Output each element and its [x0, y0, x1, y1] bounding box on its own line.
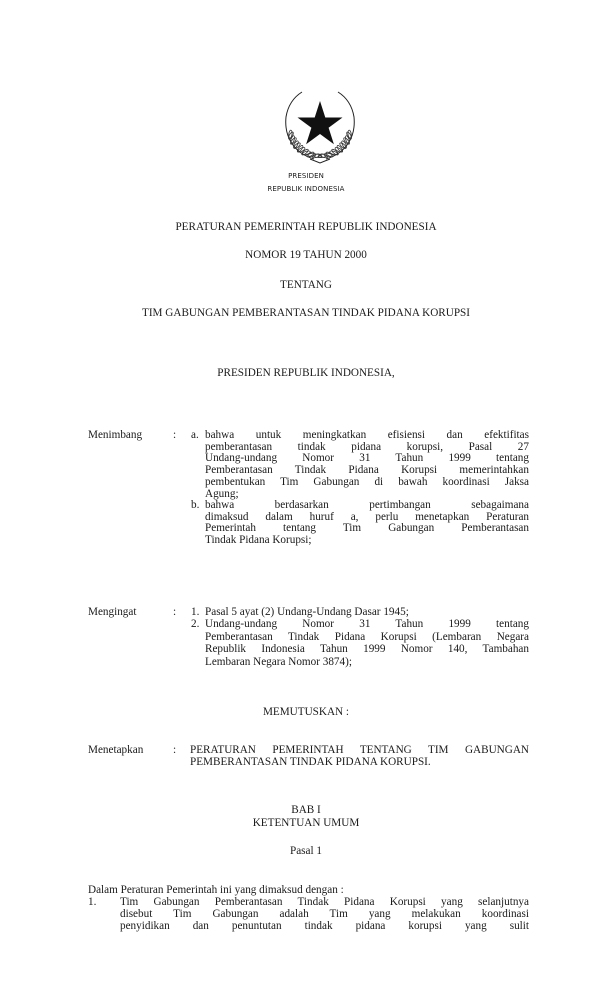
text-line: pembentukan Tim Gabungan di bawah koordinasi Jaksa	[205, 475, 529, 488]
pasal-heading: Pasal 1	[289, 845, 322, 857]
menimbang-colon: :	[173, 429, 177, 441]
menimbang-label: Menimbang	[88, 429, 143, 441]
menetapkan-label: Menetapkan	[88, 744, 144, 756]
title-line4: TIM GABUNGAN PEMBERANTASAN TINDAK PIDANA KORUPSI	[141, 307, 470, 319]
text-line: disebut Tim Gabungan adalah Tim yang melakukan koordinasi	[120, 908, 529, 920]
text-line: PEMBERANTASAN TINDAK PIDANA KORUPSI.	[190, 756, 431, 768]
text-line: penyidikan dan penuntutan tindak pidana korupsi yang sulit	[120, 920, 529, 932]
text-line: bahwa untuk meningkatkan efisiensi dan efektifitas	[205, 429, 529, 441]
menimbang-b-marker: b.	[191, 499, 200, 511]
opening: PRESIDEN REPUBLIK INDONESIA,	[217, 367, 395, 379]
text-line: Pemberantasan Tindak Pidana Korupsi (Lembaran Negara	[205, 630, 529, 643]
bab-number: BAB I	[291, 804, 321, 816]
text-line: dimaksud dalam huruf a, perlu menetapkan Peraturan	[205, 510, 529, 523]
text-line: Agung;	[205, 487, 239, 500]
item1-marker: 1.	[88, 896, 97, 908]
title-line1: PERATURAN PEMERINTAH REPUBLIK INDONESIA	[175, 221, 437, 233]
text-line: Tim Gabungan Pemberantasan Tindak Pidana Korupsi yang selanjutnya	[120, 896, 529, 908]
text-line: Undang-undang Nomor 31 Tahun 1999 tentang	[205, 452, 529, 465]
text-line: Pasal 5 ayat (2) Undang-Undang Dasar 1945;	[205, 606, 409, 618]
seal-text-republik: REPUBLIK INDONESIA	[267, 185, 345, 193]
mengingat-label: Mengingat	[88, 606, 137, 618]
bab-title: KETENTUAN UMUM	[252, 817, 360, 829]
pasal-intro: Dalam Peraturan Pemerintah ini yang dimaksud dengan :	[88, 884, 344, 896]
seal-text-presiden: PRESIDEN	[288, 172, 324, 180]
text-line: Pemberantasan Tindak Pidana Korupsi memerintahkan	[205, 464, 529, 477]
text-line: Pemerintah tentang Tim Gabungan Pemberantasan	[205, 522, 529, 535]
mengingat-1-marker: 1.	[191, 606, 200, 618]
title-line2: NOMOR 19 TAHUN 2000	[245, 249, 367, 261]
text-line: Lembaran Negara Nomor 3874);	[205, 655, 352, 668]
mengingat-2-marker: 2.	[191, 618, 200, 630]
title-line3: TENTANG	[280, 279, 332, 291]
text-line: bahwa berdasarkan pertimbangan sebagaimana	[205, 499, 529, 511]
menetapkan-colon: :	[173, 744, 177, 756]
text-line: Tindak Pidana Korupsi;	[205, 534, 312, 547]
text-line: pemberantasan tindak pidana korupsi, Pasal 27	[205, 440, 529, 453]
menimbang-a-marker: a.	[191, 429, 199, 441]
text-line: PERATURAN PEMERINTAH TENTANG TIM GABUNGAN	[190, 744, 529, 756]
text-line: Republik Indonesia Tahun 1999 Nomor 140, Tambahan	[205, 643, 529, 655]
presidential-seal-emblem	[280, 87, 360, 165]
mengingat-colon: :	[173, 606, 177, 618]
memutuskan: MEMUTUSKAN :	[262, 706, 350, 718]
text-line: Undang-undang Nomor 31 Tahun 1999 tentang	[205, 618, 529, 630]
